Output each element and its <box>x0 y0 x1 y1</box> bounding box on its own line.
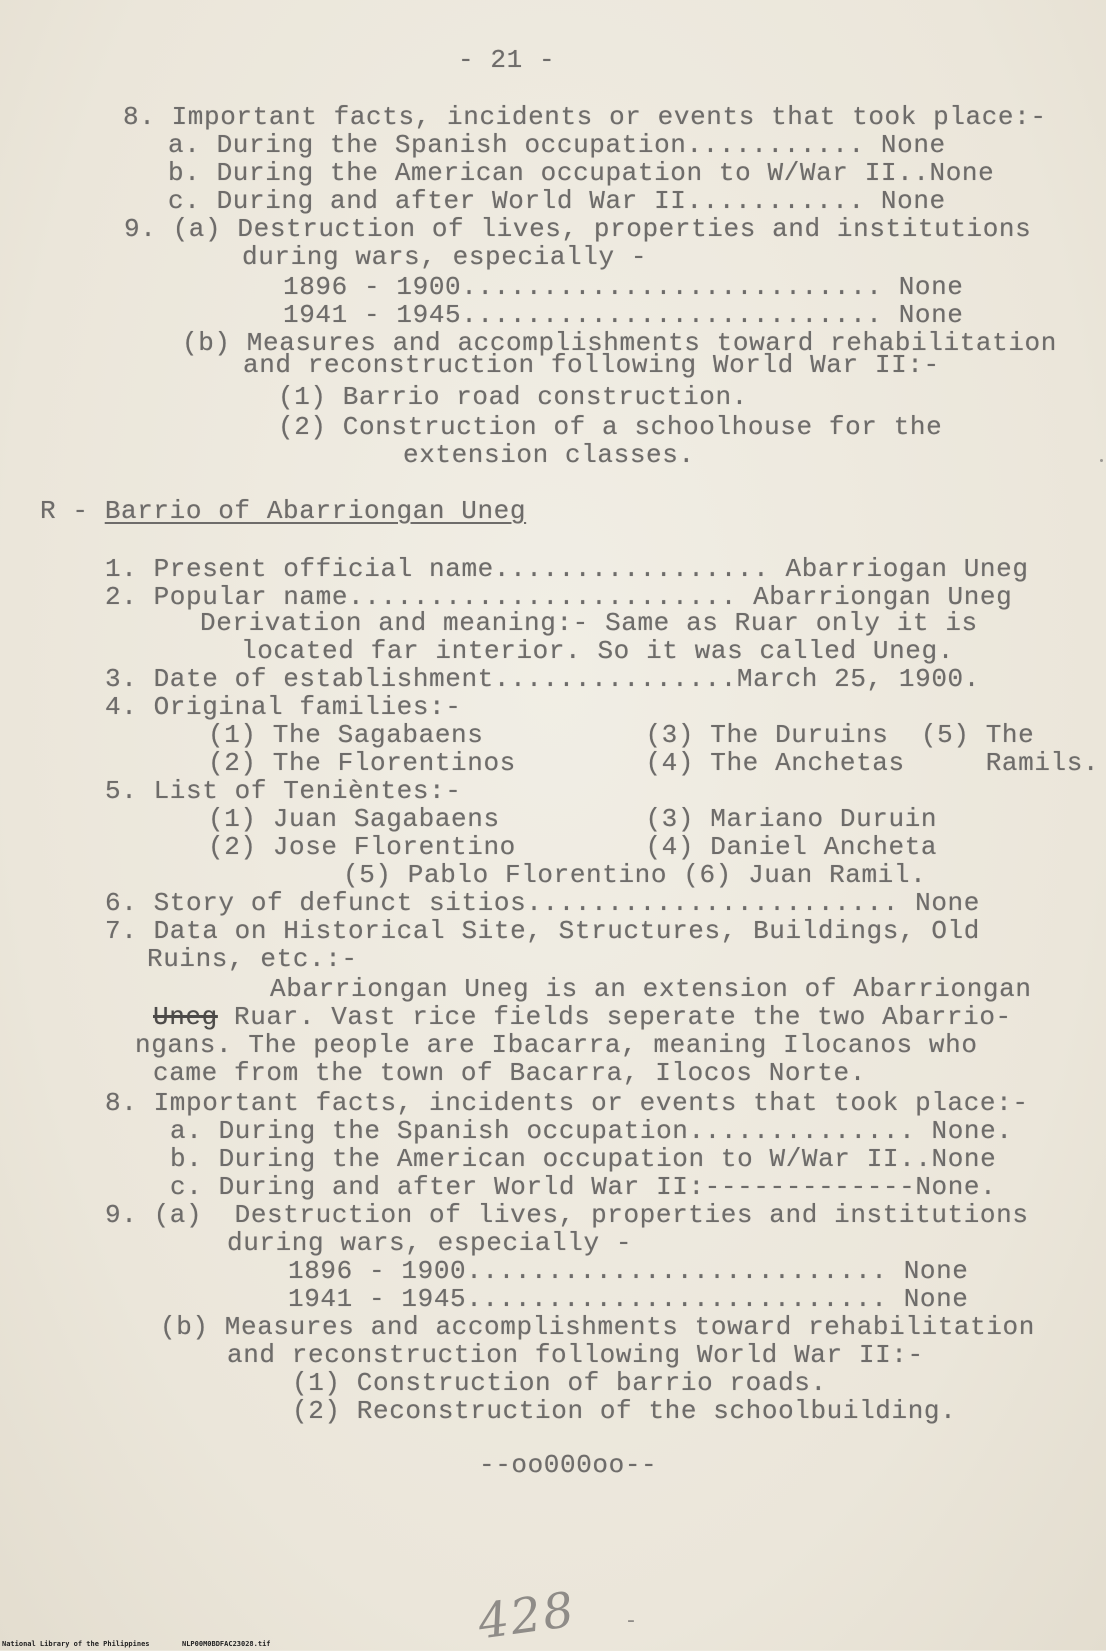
s1-item8-heading: 8. Important facts, incidents or events that took place:- <box>123 102 1047 132</box>
speck-mark <box>1100 459 1103 462</box>
item1-official-name: 1. Present official name................. Abarriogan Uneg <box>105 554 1029 584</box>
item4-heading: 4. Original families:- <box>105 692 462 722</box>
s1-item9a-line2: during wars, especially - <box>242 242 648 272</box>
item5-tenientes-line3: (5) Pablo Florentino (6) Juan Ramil. <box>343 860 927 890</box>
item8-a: a. During the Spanish occupation.............. None. <box>170 1116 1013 1146</box>
item2-derivation-line1: Derivation and meaning:- Same as Ruar only it is <box>200 608 978 638</box>
item8-c: c. During and after World War II:-------------None. <box>170 1172 997 1202</box>
item9a-line4: 1941 - 1945.......................... None <box>288 1284 969 1314</box>
item6-defunct-sitios: 6. Story of defunct sitios....................... None <box>105 888 980 918</box>
end-mark: --oo000oo-- <box>479 1450 658 1480</box>
s1-item8-b: b. During the American occupation to W/War II..None <box>168 158 995 188</box>
s1-item9a-line3: 1896 - 1900.......................... None <box>283 272 964 302</box>
item5-tenientes-line1: (1) Juan Sagabaens (3) Mariano Duruin <box>208 804 938 834</box>
item9b-line4: (2) Reconstruction of the schoolbuilding. <box>292 1396 957 1426</box>
item9b-line1: (b) Measures and accomplishments toward rehabilitation <box>160 1312 1035 1342</box>
item9b-line3: (1) Construction of barrio roads. <box>292 1368 827 1398</box>
s1-item9b-line4: (2) Construction of a schoolhouse for the <box>278 412 943 442</box>
item5-heading: 5. List of Tenièntes:- <box>105 776 462 806</box>
item4-families-line1: (1) The Sagabaens (3) The Duruins (5) The <box>208 720 1035 750</box>
item7-line5: ngans. The people are Ibacarra, meaning Ilocanos who <box>135 1030 978 1060</box>
item9a-line3: 1896 - 1900.......................... None <box>288 1256 969 1286</box>
section-heading-prefix: R - <box>40 496 105 526</box>
item7-line2: Ruins, etc.:- <box>147 944 358 974</box>
item9a-line2: during wars, especially - <box>227 1228 633 1258</box>
item2-derivation-line2: located far interior. So it was called Uneg. <box>241 636 954 666</box>
item7-line6: came from the town of Bacarra, Ilocos Norte. <box>153 1058 866 1088</box>
s1-item9b-line3: (1) Barrio road construction. <box>278 382 748 412</box>
footer-library: National Library of the Philippines <box>2 1640 150 1648</box>
item7-line3: Abarriongan Uneg is an extension of Abarriongan <box>270 974 1032 1004</box>
item4-families-line2: (2) The Florentinos (4) The Anchetas Ramils. <box>208 748 1100 778</box>
s1-item9b-line5: extension classes. <box>403 440 695 470</box>
item9a-line1: 9. (a) Destruction of lives, properties and institutions <box>105 1200 1029 1230</box>
handwritten-page-number: 428 <box>474 1581 580 1651</box>
item9b-line2: and reconstruction following World War II:- <box>227 1340 924 1370</box>
s1-item9b-line1: (b) Measures and accomplishments toward rehabilitation <box>182 328 1057 358</box>
item8-b: b. During the American occupation to W/War II..None <box>170 1144 997 1174</box>
handwritten-mark: - <box>627 1608 635 1633</box>
section-heading-title: Barrio of Abarriongan Uneg <box>104 496 527 526</box>
footer-filename: NLP00M0BDFAC23028.tif <box>182 1640 271 1648</box>
struck-word: Uneg <box>153 1002 218 1032</box>
item8-heading: 8. Important facts, incidents or events that took place:- <box>105 1088 1029 1118</box>
s1-item9a-line4: 1941 - 1945.......................... None <box>283 300 964 330</box>
item7-line1: 7. Data on Historical Site, Structures, Buildings, Old <box>105 916 980 946</box>
s1-item9a-line1: 9. (a) Destruction of lives, properties and institutions <box>124 214 1032 244</box>
s1-item9b-line2: and reconstruction following World War II:- <box>243 350 940 380</box>
s1-item8-c: c. During and after World War II........... None <box>168 186 946 216</box>
item2-popular-name: 2. Popular name........................ Abarriongan Uneg <box>105 582 1013 612</box>
s1-item8-a: a. During the Spanish occupation........... None <box>168 130 946 160</box>
page-number: - 21 - <box>458 45 556 75</box>
section-heading <box>40 497 526 525</box>
item7-line4: Uneg Ruar. Vast rice fields seperate the two Abarrio- <box>153 1002 1012 1032</box>
item3-date: 3. Date of establishment...............March 25, 1900. <box>105 664 980 694</box>
item5-tenientes-line2: (2) Jose Florentino (4) Daniel Ancheta <box>208 832 938 862</box>
